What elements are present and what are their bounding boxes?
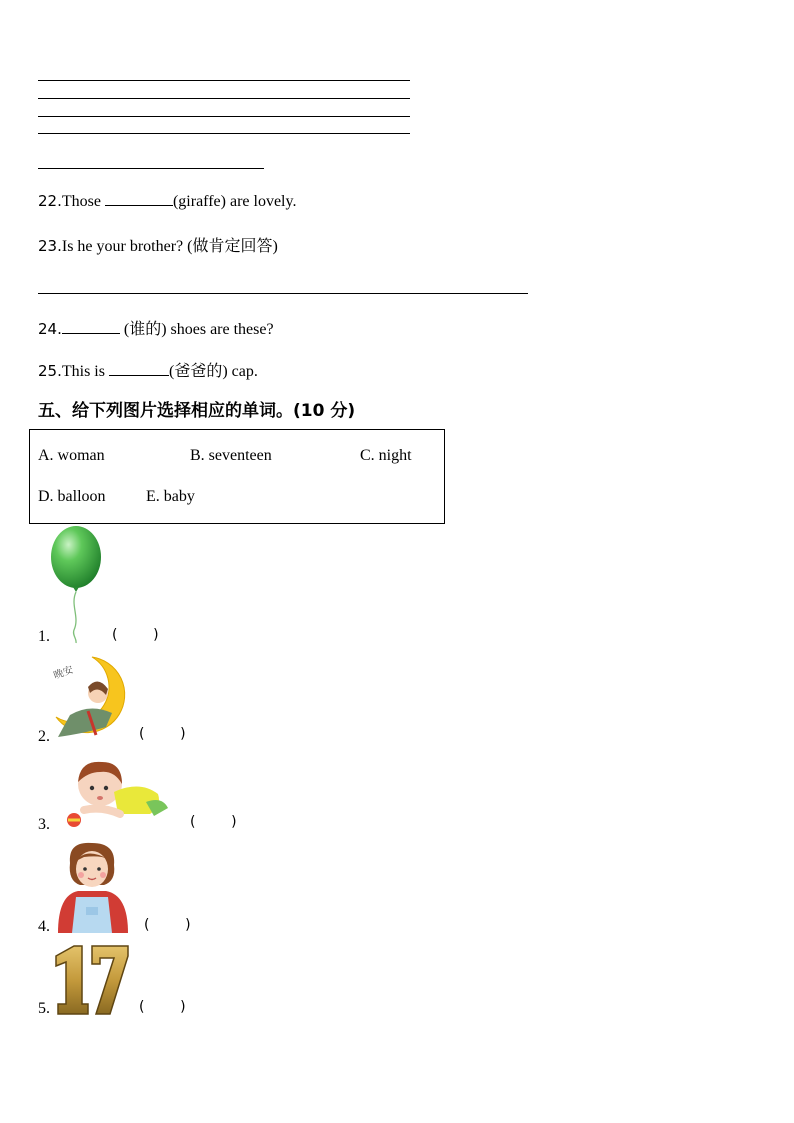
item-number-2: 2. — [38, 728, 50, 745]
question-number: 25. — [38, 362, 62, 380]
moon-night-icon — [50, 655, 132, 741]
answer-blank[interactable] — [109, 361, 169, 376]
question-23: 23.Is he your brother? (做肯定回答) — [38, 237, 278, 255]
balloon-icon — [50, 525, 106, 643]
answer-paren-3[interactable]: ( ) — [190, 814, 237, 830]
answer-paren-1[interactable]: ( ) — [112, 627, 159, 643]
option-d: D. balloon — [38, 488, 106, 505]
answer-line-1 — [38, 80, 410, 81]
answer-line-3 — [38, 116, 410, 117]
question-25: 25.This is (爸爸的) cap. — [38, 362, 258, 380]
answer-line-23[interactable] — [38, 293, 528, 294]
option-a: A. woman — [38, 447, 105, 464]
answer-paren-2[interactable]: ( ) — [139, 726, 186, 742]
item-number-4: 4. — [38, 918, 50, 935]
answer-line-5 — [38, 168, 264, 169]
question-number: 22. — [38, 192, 62, 210]
option-c: C. night — [360, 447, 412, 464]
answer-line-4 — [38, 133, 410, 134]
baby-icon — [62, 758, 172, 830]
question-number: 23. — [38, 237, 62, 255]
question-24: 24. (谁的) shoes are these? — [38, 320, 274, 338]
item-number-3: 3. — [38, 816, 50, 833]
option-e: E. baby — [146, 488, 195, 505]
answer-paren-5[interactable]: ( ) — [139, 999, 186, 1015]
word-options-box — [29, 429, 445, 524]
answer-blank[interactable] — [62, 319, 120, 334]
option-b: B. seventeen — [190, 447, 272, 464]
item-number-5: 5. — [38, 1000, 50, 1017]
answer-line-2 — [38, 98, 410, 99]
section-heading: 五、给下列图片选择相应的单词。(10 分) — [38, 401, 356, 421]
number-17-icon — [52, 942, 130, 1016]
moon-label: 晚安 — [52, 664, 75, 682]
woman-icon — [54, 841, 132, 933]
answer-blank[interactable] — [105, 191, 173, 206]
answer-paren-4[interactable]: ( ) — [144, 917, 191, 933]
question-number: 24. — [38, 320, 62, 338]
question-22: 22.Those (giraffe) are lovely. — [38, 192, 297, 210]
item-number-1: 1. — [38, 628, 50, 645]
